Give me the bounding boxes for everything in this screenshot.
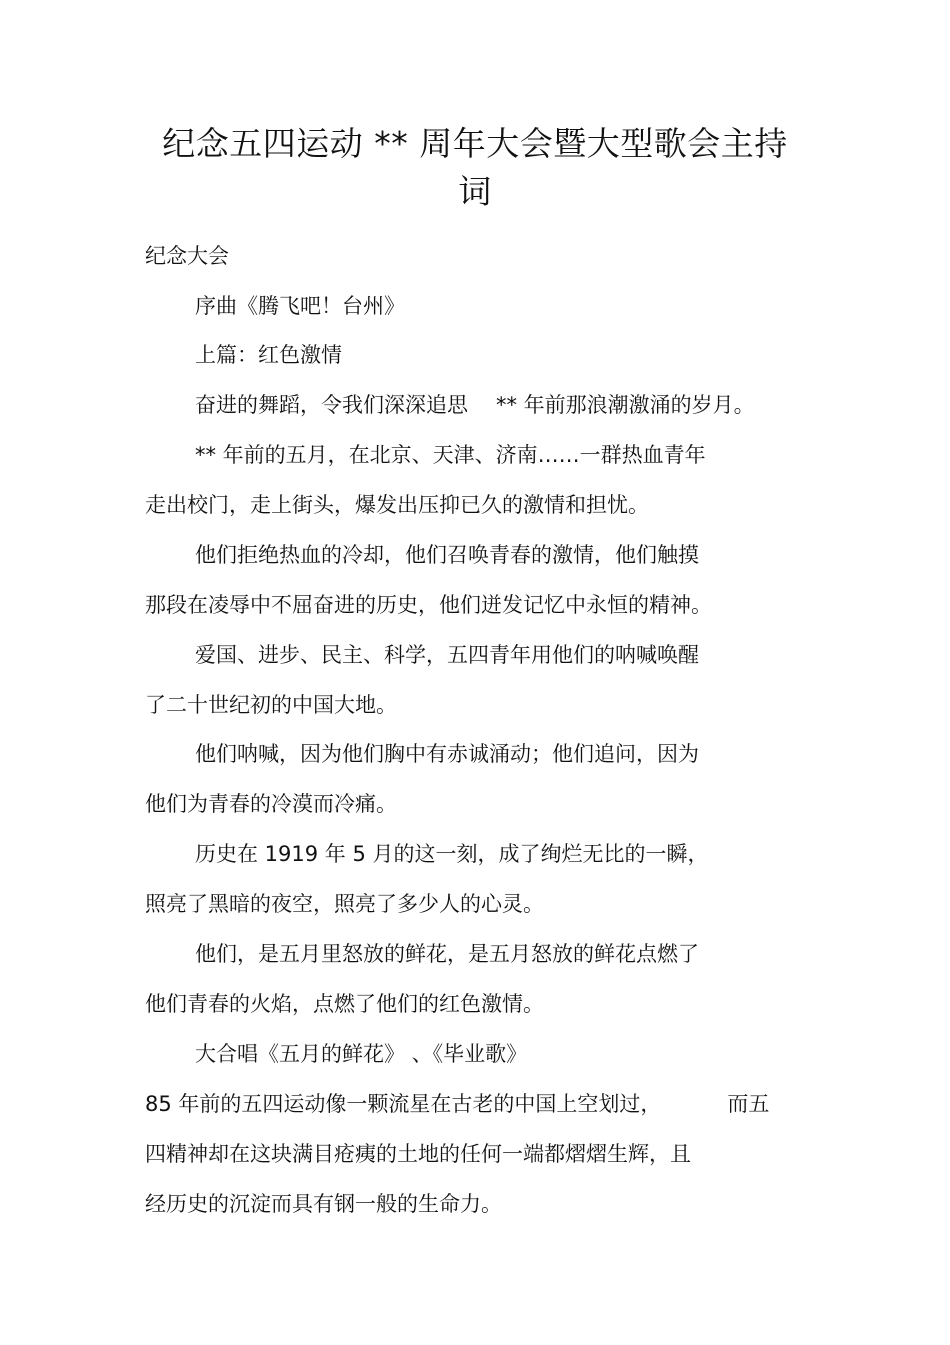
paragraph-7-line-1: 他们，是五月里怒放的鲜花，是五月怒放的鲜花点燃了	[195, 942, 699, 966]
paragraph-1-part-a: 奋进的舞蹈，令我们深深追思	[195, 393, 468, 417]
document-title-line-2: 词	[458, 172, 492, 211]
paragraph-6-line-2: 照亮了黑暗的夜空，照亮了多少人的心灵。	[145, 892, 544, 916]
paragraph-8-line-1	[145, 1089, 769, 1119]
paragraph-1-part-b: ** 年前那浪潮激涌的岁月。	[496, 393, 755, 417]
paragraph-5-line-2: 他们为青春的冷漠而冷痛。	[145, 792, 397, 816]
overture-line: 序曲《腾飞吧！台州》	[195, 294, 405, 318]
part-one-heading: 上篇：红色激情	[195, 343, 342, 367]
paragraph-8-line-1-part-a: 85 年前的五四运动像一颗流星在古老的中国上空划过，	[145, 1092, 662, 1116]
paragraph-3-line-1: 他们拒绝热血的冷却，他们召唤青春的激情，他们触摸	[195, 543, 699, 567]
paragraph-5-line-1: 他们呐喊，因为他们胸中有赤诚涌动；他们追问，因为	[195, 742, 699, 766]
paragraph-8-line-3: 经历史的沉淀而具有钢一般的生命力。	[145, 1192, 502, 1216]
section-heading: 纪念大会	[145, 244, 229, 268]
chorus-line: 大合唱《五月的鲜花》 、《毕业歌》	[195, 1042, 528, 1066]
paragraph-4-line-1: 爱国、进步、民主、科学，五四青年用他们的呐喊唤醒	[195, 643, 699, 667]
paragraph-2-line-2: 走出校门，走上街头，爆发出压抑已久的激情和担忧。	[145, 493, 649, 517]
paragraph-7-line-2: 他们青春的火焰，点燃了他们的红色激情。	[145, 992, 544, 1016]
document-title-line-1: 纪念五四运动 ** 周年大会暨大型歌会主持	[162, 124, 788, 163]
paragraph-8-line-2: 四精神却在这块满目疮痍的土地的任何一端都熠熠生辉，且	[145, 1142, 691, 1166]
paragraph-2-line-1: ** 年前的五月，在北京、天津、济南……一群热血青年	[195, 443, 706, 467]
paragraph-1	[195, 390, 755, 420]
paragraph-3-line-2: 那段在凌辱中不屈奋进的历史，他们迸发记忆中永恒的精神。	[145, 593, 712, 617]
paragraph-4-line-2: 了二十世纪初的中国大地。	[145, 693, 397, 717]
paragraph-8-line-1-part-b: 而五	[727, 1092, 770, 1116]
paragraph-6-line-1: 历史在 1919 年 5 月的这一刻，成了绚烂无比的一瞬，	[195, 842, 709, 866]
